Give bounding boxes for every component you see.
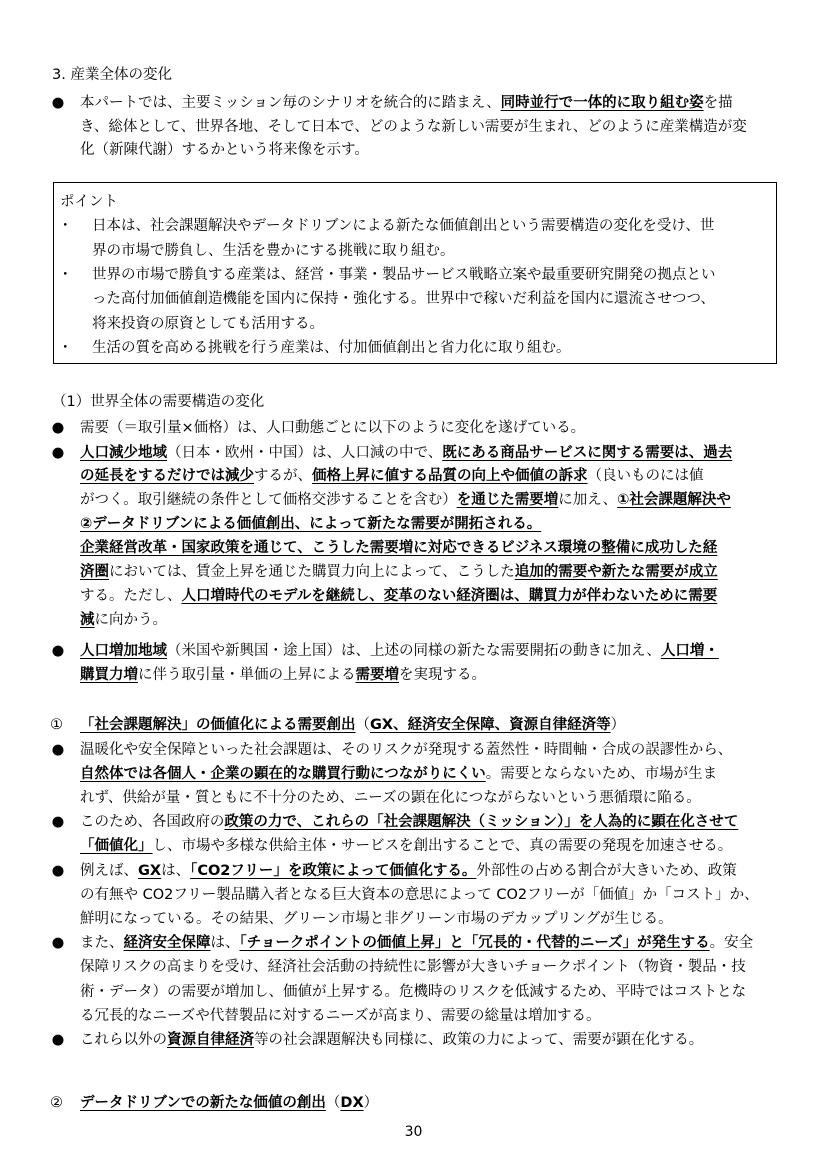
body-text: 。需要とならないため、市場が生ま (485, 765, 718, 782)
intro-line: き、総体として、世界各地、そして日本で、どのような新しい需要が生まれ、どのように産業構造が変 (80, 118, 747, 135)
emphasis-text: を通じた需要増 (456, 492, 559, 509)
body-line (80, 764, 717, 784)
body-text: し、市場や多様な供給主体・サービスを創出することで、真の需要の発現を加速させる。 (152, 838, 733, 855)
emphasis-text: 既にある商品サービスに関する需要は、過去 (442, 444, 733, 461)
points-item-line: 将来投資の原資としても活用する。 (92, 315, 324, 332)
emphasis-text: 需要増 (355, 666, 399, 683)
emphasis-text: 人口減少地域 (80, 444, 167, 461)
bullet-marker: ● (51, 444, 65, 461)
points-item-line: 世界の市場で勝負する産業は、経営・事業・製品サービス戦略立案や最重要研究開発の拠点とい (92, 266, 716, 283)
body-text: 外部性の占める割合が大きいため、政策 (476, 862, 737, 879)
body-text: （ (325, 1095, 341, 1111)
body-line (80, 610, 167, 630)
emphasis-text: 「価値化」 (80, 838, 153, 855)
points-item-line: った高付加価値創造機能を国内に保持・強化する。世界中で稼いだ利益を国内に還流させつつ、 (92, 291, 715, 308)
points-item-line: 日本は、社会課題解決やデータドリブンによる新たな価値創出という需要構造の変化を受け、世 (92, 218, 715, 235)
body-text: 温暖化や安全保障といった社会課題は、そのリスクが発現する蓋然性・時間軸・合成の誤謬性から、 (80, 741, 733, 758)
body-line (80, 466, 704, 486)
body-line (80, 538, 717, 558)
emphasis-text: 価格上昇に値する品質の向上や価値の訴求 (312, 468, 588, 485)
bullet-marker: ● (51, 95, 65, 111)
emphasis-text: 企業経営改革・国家政策を通じて、こうした需要増に対応できるビジネス環境の整備に成功した経 (80, 540, 718, 557)
body-text: に向かう。 (94, 611, 167, 628)
subsection-title (80, 715, 625, 735)
body-text: 術・データ）の需要が増加し、価値が上昇する。危機時のリスクを低減するため、平時ではコストとな (80, 983, 747, 1000)
body-line (80, 514, 541, 534)
bullet-marker: ● (51, 935, 65, 952)
body-line (80, 740, 732, 760)
emphasis-text: ①社会課題解決や (617, 492, 731, 509)
emphasis-text: 人口増加地域 (80, 643, 167, 659)
bullet-marker: ● (51, 741, 65, 758)
body-text: また、 (80, 935, 124, 952)
emphasis-text: GX (138, 862, 162, 879)
body-text: を実現する。 (399, 666, 486, 683)
body-text: 鮮明になっている。その結果、グリーン市場と非グリーン市場のデカップリングが生じる。 (80, 910, 673, 927)
body-text: 等の社会課題解決も同様に、政策の力によって、需要が顕在化する。 (254, 1031, 704, 1048)
points-marker: ・ (58, 266, 73, 283)
body-line (80, 933, 753, 953)
body-text: においては、賃金上昇を通じた購買力向上によって、こうした (109, 564, 515, 580)
points-marker: ・ (58, 218, 73, 235)
emphasis-text: 人口増・ (660, 643, 719, 659)
body-line (80, 812, 738, 832)
emphasis-text: 人口増時代のモデルを継続し、変革のない経済圏は、購買力が伴わないために需要 (181, 587, 718, 604)
emphasis-text: 済圏 (80, 564, 109, 580)
body-text: （良いものには値 (587, 468, 704, 485)
body-line (80, 909, 673, 929)
body-line (80, 443, 732, 463)
body-text: （米国や新興国・途上国）は、上述の同様の新たな需要開拓の動きに加え、 (167, 643, 661, 659)
emphasis-text: 「社会課題解決」の価値化による需要創出 (80, 717, 356, 733)
body-text: （日本・欧州・中国）は、人口減の中で、 (167, 444, 443, 461)
body-text: 。安全 (709, 935, 754, 952)
body-text: は、 (161, 862, 191, 879)
body-text: を描 (703, 95, 733, 111)
emphasis-text: 「チョークポイントの価値上昇」と「冗長的・代替的ニーズ」が発生する (239, 935, 710, 952)
body-text: に伴う取引量・単価の上昇による (138, 666, 356, 683)
bullet-marker: ● (51, 643, 65, 659)
subsection-title (80, 1093, 378, 1113)
points-header: ポイント (60, 194, 118, 210)
emphasis-text: 同時並行で一体的に取り組む姿 (500, 95, 704, 111)
body-line (80, 490, 731, 510)
body-text: 保障リスクの高まりを受け、経済社会活動の持続性に影響が大きいチョークポイント（物資・製品・技 (80, 959, 746, 976)
body-line (80, 562, 718, 582)
emphasis-text: GX、経済安全保障、資源自律経済等 (370, 717, 611, 733)
body-text: 本パートでは、主要ミッション毎のシナリオを統合的に踏まえ、 (80, 95, 501, 111)
bullet-marker: ● (51, 420, 65, 436)
body-line (80, 641, 719, 661)
emphasis-text: ②データドリブンによる価値創出、によって新たな需要が開拓される。 (80, 516, 542, 533)
body-line (80, 665, 486, 685)
item-number: ① (50, 717, 63, 733)
body-line (80, 1006, 601, 1026)
body-text: れず、供給が量・質ともに不十分のため、ニーズの顕在化につながらないという悪循環に陥る。 (80, 789, 701, 806)
section-title: 3. 産業全体の変化 (52, 67, 172, 83)
emphasis-text: 政策の力で、これらの「社会課題解決（ミッション）」を人為的に顕在化させて (224, 814, 739, 831)
emphasis-text: 資源自律経済 (167, 1031, 254, 1048)
body-line (80, 788, 701, 808)
body-line (80, 1030, 703, 1050)
body-text: 例えば、 (80, 862, 138, 879)
body-text: は、 (210, 935, 240, 952)
emphasis-text: 自然体では各個人・企業の顕在的な購買行動につながりにくい (80, 765, 486, 782)
body-text: （ (355, 717, 370, 733)
body-line (80, 957, 746, 977)
emphasis-text: 経済安全保障 (123, 935, 211, 952)
intro-line (80, 93, 733, 113)
emphasis-text: の延長をするだけでは減少 (80, 468, 254, 485)
body-line (80, 885, 759, 905)
body-line: 需要（＝取引量×価格）は、人口動態ごとに以下のように変化を遂げている。 (80, 420, 586, 436)
body-text: る冗長的なニーズや代替製品に対するニーズが高まり、需要の総量は増加する。 (80, 1007, 601, 1024)
points-marker: ・ (58, 340, 73, 357)
body-text: ） (363, 1095, 379, 1111)
bullet-marker: ● (51, 1031, 65, 1048)
emphasis-text: 購買力増 (80, 666, 138, 683)
body-text: する。ただし、 (80, 587, 182, 604)
emphasis-text: 追加的需要や新たな需要が成立 (514, 564, 718, 580)
body-text: に加え、 (558, 492, 618, 509)
emphasis-text: データドリブンでの新たな価値の創出 (80, 1095, 326, 1111)
emphasis-text: 減 (80, 611, 95, 628)
points-item-line: 界の市場で勝負し、生活を豊かにする挑戦に取り組む。 (92, 242, 455, 259)
bullet-marker: ● (51, 862, 65, 879)
subsection-title: （1）世界全体の需要構造の変化 (52, 394, 265, 410)
body-text: の有無や CO2フリー製品購入者となる巨大資本の意思によって CO2フリーが「価値」か「コスト」か、 (80, 886, 759, 903)
body-text: これら以外の (80, 1031, 167, 1048)
intro-line: 化（新陳代謝）するかという将来像を示す。 (80, 142, 369, 159)
body-text: がつく。取引継続の条件として価格交渉することを含む） (80, 492, 457, 509)
bullet-marker: ● (51, 814, 65, 831)
body-text: するが、 (254, 468, 312, 485)
body-line (80, 861, 737, 881)
points-item-line: 生活の質を高める挑戦を行う産業は、付加価値創出と省力化に取り組む。 (92, 340, 571, 357)
emphasis-text: DX (340, 1095, 364, 1111)
item-number: ② (50, 1095, 63, 1111)
body-text: ） (610, 717, 626, 733)
page-number: 30 (404, 1124, 423, 1140)
body-line (80, 982, 746, 1002)
body-line (80, 586, 717, 606)
body-line (80, 836, 732, 856)
body-text: このため、各国政府の (80, 814, 225, 831)
emphasis-text: 「CO2フリー」を政策によって価値化する。 (190, 862, 477, 879)
